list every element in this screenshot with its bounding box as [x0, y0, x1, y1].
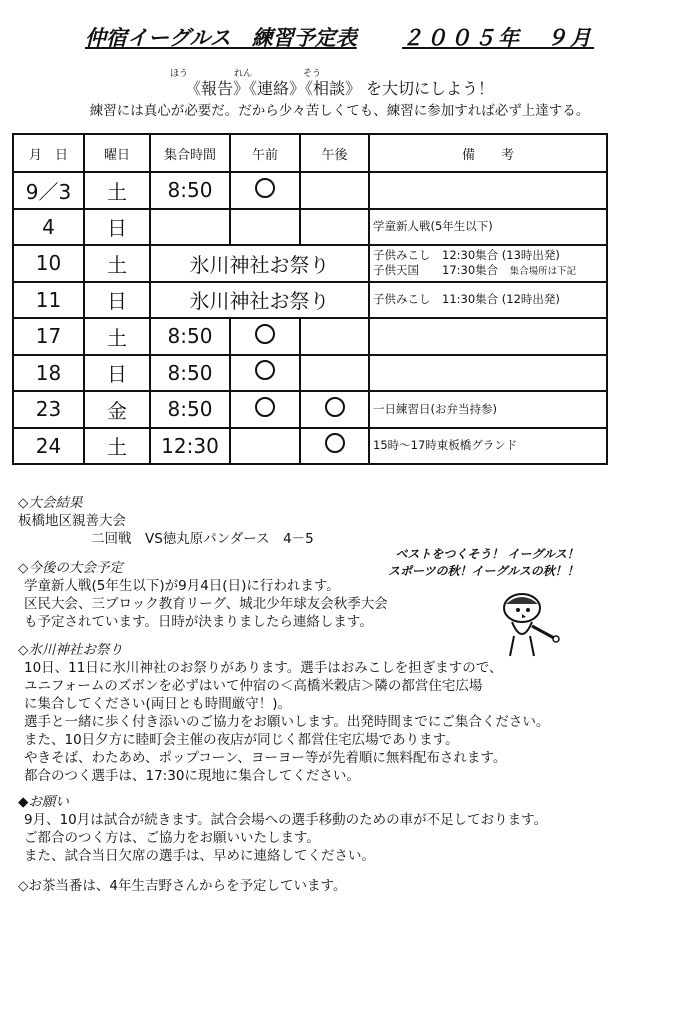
upcoming-heading: ◇今後の大会予定	[18, 560, 123, 576]
date-cell: 17	[13, 318, 84, 355]
time-cell	[150, 209, 230, 246]
festival-line: やきそば、わたあめ、ポップコーン、ヨーヨー等が先着順に無料配布されます。	[24, 750, 507, 766]
table-header-row	[13, 134, 607, 172]
day-cell: 土	[84, 428, 150, 465]
column-header: 午前	[230, 134, 300, 172]
table-row	[13, 245, 607, 282]
subtitle: 練習には真心が必要だ。だから少々苦しくても、練習に参加すれば必ず上達する。	[89, 103, 590, 119]
note-cell	[369, 245, 607, 282]
circle-mark	[255, 360, 275, 380]
time-cell: 12:30	[150, 428, 230, 465]
festival-line: 都合のつく選手は、17:30に現地に集合してください。	[24, 768, 360, 784]
note-cell	[369, 391, 607, 428]
event-cell: 氷川神社お祭り	[150, 245, 369, 282]
request-line: ご都合のつく方は、ご協力をお願いいたします。	[24, 830, 320, 846]
festival-line: 10日、11日に氷川神社のお祭りがあります。選手はおみこしを担ぎますので、	[24, 660, 503, 676]
note-cell	[369, 282, 607, 319]
time-cell: 8:50	[150, 172, 230, 209]
festival-line: に集合してください(両日とも時間厳守！)。	[24, 696, 292, 712]
request-section	[18, 793, 547, 865]
day-cell: 日	[84, 355, 150, 392]
festival-line: 選手と一緒に歩く付き添いのご協力をお願いします。出発時間までにご集合ください。	[24, 714, 550, 730]
pm-cell	[300, 209, 369, 246]
cheer-line: スポーツの秋！イーグルスの秋！！	[388, 564, 579, 578]
results-section	[18, 494, 314, 548]
am-cell	[230, 209, 300, 246]
column-header: 午後	[300, 134, 369, 172]
festival-line: また、10日夕方に睦町会主催の夜店が同じく都営住宅広場であります。	[24, 732, 459, 748]
note-cell	[369, 209, 607, 246]
title-text: 仲宿イーグルス 練習予定表	[84, 26, 357, 50]
table-row	[13, 355, 607, 392]
column-header: 曜日	[84, 134, 150, 172]
table-row	[13, 209, 607, 246]
day-cell: 金	[84, 391, 150, 428]
table-row	[13, 391, 607, 428]
time-cell: 8:50	[150, 318, 230, 355]
date-cell: 10	[13, 245, 84, 282]
circle-mark	[255, 178, 275, 198]
column-header: 備 考	[369, 134, 607, 172]
note-line: 15時～17時東板橋グランド	[373, 438, 518, 453]
note-cell	[369, 355, 607, 392]
tea-duty-note: ◇お茶当番は、4年生吉野さんからを予定しています。	[18, 878, 347, 894]
note-cell	[369, 172, 607, 209]
table-row	[13, 282, 607, 319]
pm-cell	[300, 391, 369, 428]
results-line: 二回戦 VS徳丸原パンダース 4－5	[91, 531, 314, 547]
title-date: ２００５年 ９月	[402, 26, 595, 50]
day-cell: 日	[84, 209, 150, 246]
cheer-line: ベストをつくそう！ イーグルス！	[395, 547, 579, 561]
note-cell	[369, 428, 607, 465]
am-cell	[230, 355, 300, 392]
date-cell: 18	[13, 355, 84, 392]
column-header: 月 日	[13, 134, 84, 172]
date-cell: 4	[13, 209, 84, 246]
am-cell	[230, 172, 300, 209]
day-cell: 土	[84, 318, 150, 355]
note-line	[373, 263, 606, 279]
upcoming-line: 学童新人戦(5年生以下)が9月4日(日)に行われます。	[24, 578, 340, 594]
time-cell: 8:50	[150, 355, 230, 392]
cheer-slogan	[388, 546, 579, 580]
date-cell: 11	[13, 282, 84, 319]
request-heading: ◆お願い	[18, 794, 69, 810]
ruby-so: そう	[303, 69, 322, 79]
day-cell: 日	[84, 282, 150, 319]
upcoming-line: も予定されています。日時が決まりましたら連絡します。	[24, 614, 373, 630]
event-cell: 氷川神社お祭り	[150, 282, 369, 319]
upcoming-line: 区民大会、三ブロック教育リーグ、城北少年球友会秋季大会	[24, 596, 388, 612]
table-row	[13, 172, 607, 209]
ruby-ho: ほう	[170, 69, 189, 79]
note-small: 集合場所は下記	[509, 265, 577, 277]
slogan: 《報告》《連絡》《相談》 を大切にしよう！	[184, 79, 495, 98]
results-heading: ◇大会結果	[18, 495, 83, 511]
am-cell	[230, 428, 300, 465]
column-header: 集合時間	[150, 134, 230, 172]
time-cell: 8:50	[150, 391, 230, 428]
upcoming-section	[18, 559, 388, 631]
day-cell: 土	[84, 245, 150, 282]
table-row	[13, 318, 607, 355]
festival-line: ユニフォームのズボンを必ずはいて仲宿の＜高橋米穀店＞隣の都営住宅広場	[24, 678, 483, 694]
pm-cell	[300, 428, 369, 465]
day-cell: 土	[84, 172, 150, 209]
request-line: また、試合当日欠席の選手は、早めに連絡してください。	[24, 848, 375, 864]
request-line: 9月、10月は試合が続きます。試合会場への選手移動のための車が不足しております。	[24, 812, 548, 828]
circle-mark	[255, 324, 275, 344]
festival-heading: ◇氷川神社お祭り	[18, 642, 123, 658]
date-cell: 24	[13, 428, 84, 465]
pm-cell	[300, 318, 369, 355]
results-line: 板橋地区親善大会	[18, 513, 126, 529]
note-line: 一日練習日(お弁当持参)	[373, 401, 497, 416]
note-line: 子供みこし 11:30集合 (12時出発)	[373, 292, 560, 307]
circle-mark	[325, 433, 345, 453]
table-row	[13, 428, 607, 465]
note-cell	[369, 318, 607, 355]
pm-cell	[300, 355, 369, 392]
am-cell	[230, 391, 300, 428]
note-line: 子供みこし 12:30集合 (13時出発)	[373, 247, 560, 262]
note-line: 学童新人戦(5年生以下)	[373, 219, 493, 234]
circle-mark	[325, 397, 345, 417]
note-text: 子供天国 17:30集合	[373, 262, 510, 277]
pm-cell	[300, 172, 369, 209]
ruby-ren: れん	[234, 69, 253, 79]
festival-section	[18, 641, 549, 785]
page-title	[0, 22, 679, 52]
date-cell: 23	[13, 391, 84, 428]
circle-mark	[255, 397, 275, 417]
am-cell	[230, 318, 300, 355]
schedule-table	[12, 133, 608, 465]
date-cell: 9／3	[13, 172, 84, 209]
